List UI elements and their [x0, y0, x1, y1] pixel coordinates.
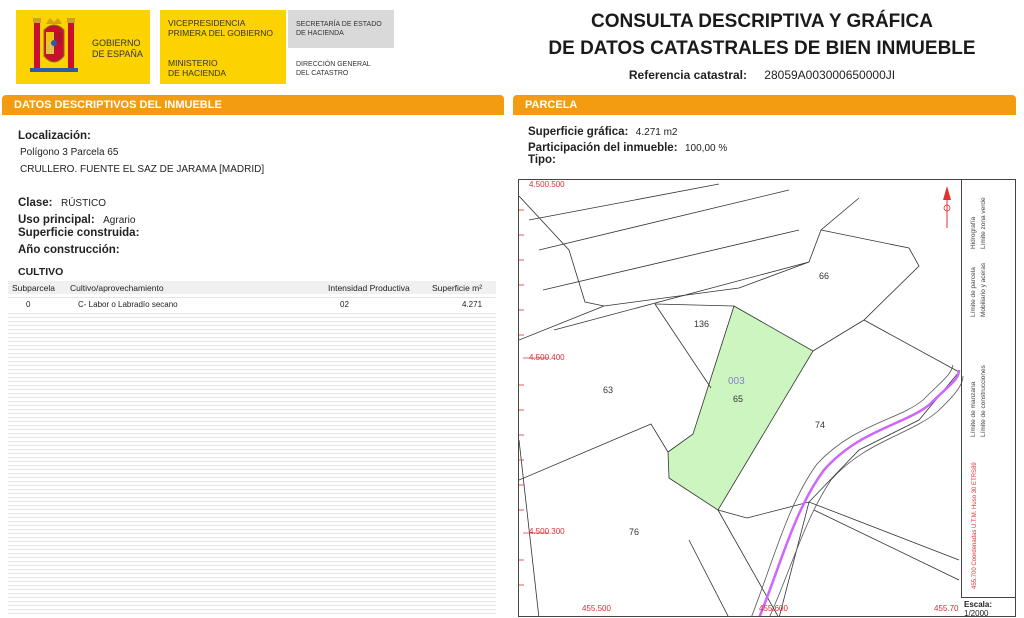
descriptive-section-bar	[2, 95, 504, 115]
localizacion-line-1: Polígono 3 Parcela 65	[20, 147, 119, 158]
uso-value: Agrario	[103, 215, 136, 226]
legend-manzana: Límite de manzana	[970, 381, 977, 437]
cadastral-map[interactable]	[518, 179, 1016, 617]
superficie-grafica-value: 4.271 m2	[635, 127, 678, 138]
legend-zona-verde: Límite zona verde	[980, 197, 987, 249]
col-cultivo: Cultivo/aprovechamiento	[70, 283, 164, 293]
legend-coordinates: 455.700 Coordenadas U.T.M. Huso 30 ETRS89	[972, 462, 978, 589]
direccion-line-1: DIRECCIÓN GENERAL	[296, 61, 371, 68]
scale-value: 1/2000	[964, 609, 989, 618]
secretaria-panel	[288, 10, 394, 48]
legend-mobiliario: Mobiliario y aceras	[980, 262, 987, 317]
y-label-3: 4.500.300	[529, 527, 565, 536]
reference-row	[540, 68, 984, 82]
y-label-2: 4.500.400	[529, 353, 565, 362]
reference-label: Referencia catastral:	[628, 68, 747, 82]
parcel-65-shape[interactable]	[668, 306, 813, 510]
ministerio-line-2: DE HACIENDA	[168, 68, 227, 78]
cultivo-table-header	[8, 281, 496, 294]
parcel-label-65: 65	[733, 394, 744, 404]
cell-intensidad: 02	[340, 300, 349, 309]
col-intensidad: Intensidad Productiva	[328, 283, 410, 293]
scale-box	[961, 597, 1016, 618]
x-label-1: 455.500	[582, 604, 611, 613]
participacion-label: Participación del inmueble:	[528, 142, 678, 154]
localizacion-label: Localización:	[18, 130, 91, 142]
x-label-3: 455.70	[934, 604, 959, 613]
participacion-value: 100,00 %	[685, 143, 728, 154]
uso-row	[18, 210, 135, 228]
parcela-section-title: PARCELA	[525, 99, 578, 111]
cultivo-title: CULTIVO	[18, 266, 64, 278]
participacion-row	[528, 138, 727, 156]
legend-construcciones: Límite de construcciones	[980, 365, 987, 437]
scale-label: Escala:	[964, 600, 993, 609]
localizacion-line-2: CRULLERO. FUENTE EL SAZ DE JARAMA [MADRID]	[20, 164, 265, 175]
y-label-1: 4.500.500	[529, 180, 565, 189]
direccion-line-2: DEL CATASTRO	[296, 70, 349, 77]
cell-subparcela: 0	[26, 300, 31, 309]
superficie-construida-label: Superficie construida:	[18, 227, 140, 239]
logo-line-1: GOBIERNO	[92, 38, 141, 48]
col-superficie: Superficie m²	[432, 283, 483, 293]
parcel-map-drawing	[519, 180, 1016, 617]
ministry-panel	[160, 10, 286, 84]
parcel-label-136: 136	[694, 319, 710, 329]
secretaria-line-2: DE HACIENDA	[296, 30, 344, 37]
parcel-label-63: 63	[603, 385, 614, 395]
col-subparcela: Subparcela	[12, 283, 56, 293]
ano-construccion-label: Año construcción:	[18, 244, 120, 256]
vicepresidencia-line-1: VICEPRESIDENCIA	[168, 18, 246, 28]
clase-label: Clase:	[18, 197, 53, 209]
cultivo-table-body	[8, 294, 496, 617]
x-label-2: 455.600	[759, 604, 788, 613]
subparcel-label: 003	[728, 376, 745, 387]
parcela-section-bar	[513, 95, 1016, 115]
reference-value: 28059A003000650000JI	[764, 68, 896, 82]
descriptive-section-title: DATOS DESCRIPTIVOS DEL INMUEBLE	[14, 99, 222, 111]
superficie-grafica-label: Superficie gráfica:	[528, 126, 629, 138]
page-title-line-1: CONSULTA DESCRIPTIVA Y GRÁFICA	[590, 11, 934, 32]
map-legend	[962, 179, 1016, 597]
secretaria-line-1: SECRETARÍA DE ESTADO	[296, 21, 382, 28]
cell-cultivo: C- Labor o Labradío secano	[78, 300, 178, 309]
north-arrow-icon	[943, 186, 951, 228]
logo-line-2: DE ESPAÑA	[92, 49, 143, 59]
coat-of-arms-icon	[26, 16, 82, 78]
tipo-label: Tipo:	[528, 154, 556, 166]
legend-hidrografia: Hidrografía	[970, 216, 977, 249]
ministerio-line-1: MINISTERIO	[168, 58, 218, 68]
cell-superficie: 4.271	[462, 300, 483, 309]
direccion-general	[296, 60, 371, 78]
vicepresidencia-line-2: PRIMERA DEL GOBIERNO	[168, 28, 274, 38]
clase-value: RÚSTICO	[60, 198, 106, 209]
parcel-label-66: 66	[819, 271, 830, 281]
page-title-line-2: DE DATOS CATASTRALES DE BIEN INMUEBLE	[548, 38, 976, 59]
uso-label: Uso principal:	[18, 214, 95, 226]
parcel-label-76: 76	[629, 527, 640, 537]
logo-text	[92, 38, 143, 60]
legend-limite-parcela: Límite de parcela	[970, 267, 977, 317]
government-logo-panel	[16, 10, 150, 84]
table-row	[8, 298, 496, 310]
clase-row	[18, 193, 106, 211]
parcel-label-74: 74	[815, 420, 826, 430]
